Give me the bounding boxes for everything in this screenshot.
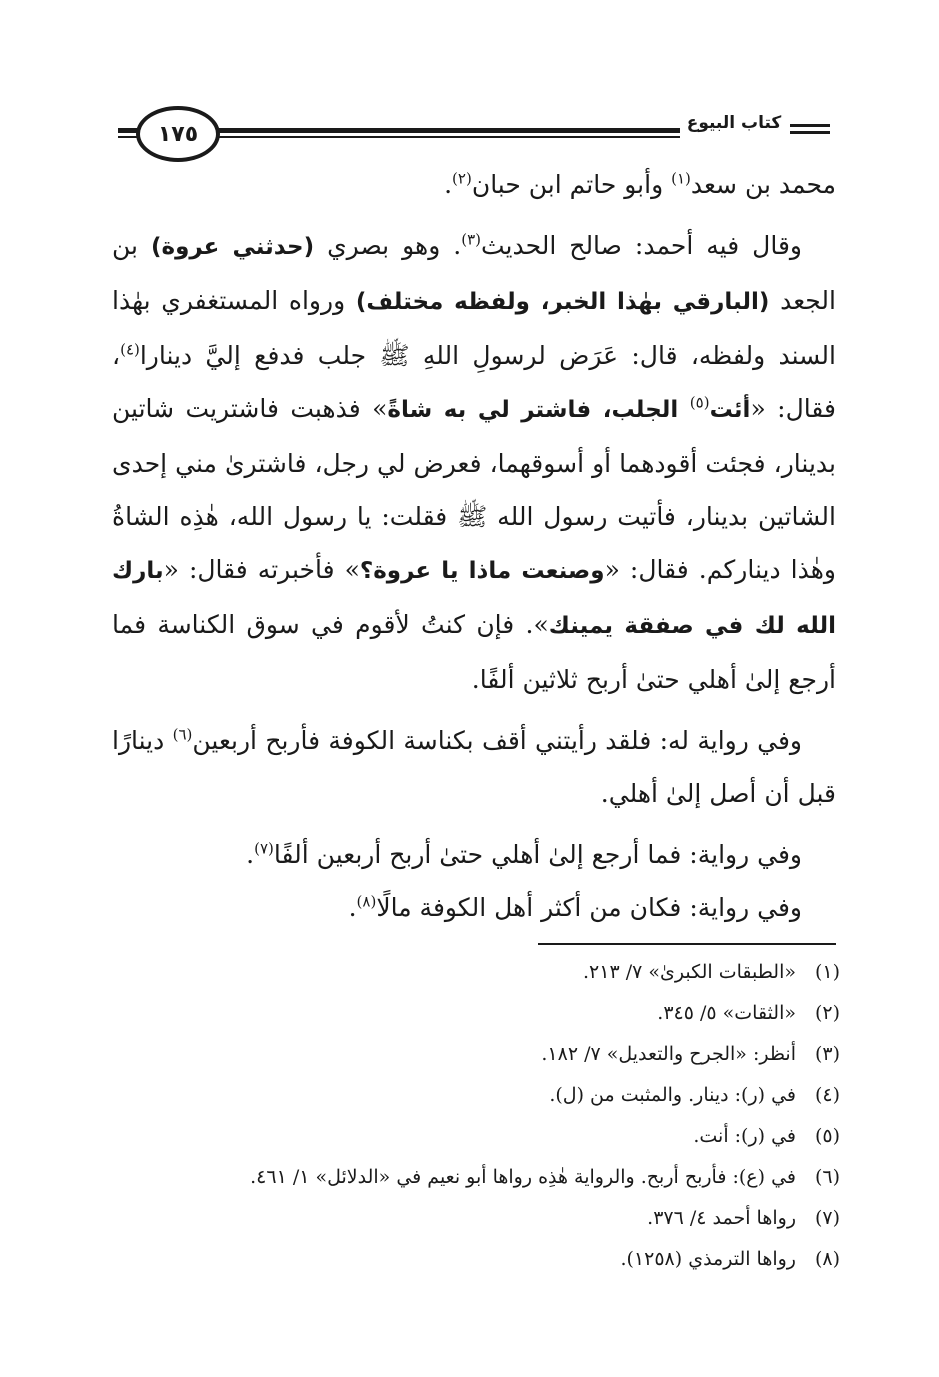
footnote-ref: (٧) (254, 839, 274, 858)
text-run: » فذهبت فاشتريت شاتين بدينار، فجئت أقودهما أو أسوقهما، فعرض لي رجل، فاشترىٰ مني إحدى الشاتين بدينار، فأتيت رسول الله ﷺ فقلت: يا رسول الله، هٰذِه الشاةُ وهٰذا ديناركم. فقال: « (112, 394, 836, 584)
footnote (150, 1157, 840, 1198)
footnote-text: في (ع): فأربح أربح. والرواية هٰذِه رواها أبو نعيم في «الدلائل» ١/ ٤٦١. (250, 1166, 796, 1188)
footnote-number: (٢) (814, 1002, 840, 1024)
bold-run: أئت (709, 397, 751, 423)
text-run: وأبو حاتم ابن حبان (471, 170, 672, 199)
footnote-ref: (٤) (120, 340, 140, 359)
bold-run: (حدثني عروة) (150, 234, 315, 260)
text-run: بن الجعد (112, 231, 836, 315)
footnote (150, 1198, 840, 1239)
footnote-separator (538, 943, 836, 945)
text-run: ، فقال: « (112, 341, 836, 423)
text-run: . (246, 840, 255, 869)
text-run: وفي رواية: فكان من أكثر أهل الكوفة مالًا (376, 893, 802, 922)
footnote (150, 1075, 840, 1116)
footnote-text: «الطبقات الكبرىٰ» ٧/ ٢١٣. (583, 961, 796, 983)
footnote-ref: (١) (671, 169, 691, 188)
text-run: . (444, 170, 453, 199)
text-run: محمد بن سعد (690, 170, 836, 199)
page-number-badge (136, 106, 220, 162)
footnote-number: (٥) (814, 1125, 840, 1147)
footnote-number: (٦) (814, 1166, 840, 1188)
text-run: ». فإن كنتُ لأقوم في سوق الكناسة فما أرجع إلىٰ أهلي حتىٰ أربح ثلاثين ألفًا. (112, 610, 836, 694)
text-run: دينارًا قبل أن أصل إلىٰ أهلي. (112, 726, 836, 808)
paragraph (112, 714, 836, 820)
footnote-number: (٣) (814, 1043, 840, 1065)
bold-run: بارك الله لك في صفقة يمينك (112, 558, 836, 639)
footnote-text: رواها الترمذي (١٢٥٨). (620, 1248, 796, 1270)
footnote-number: (١) (814, 961, 840, 983)
footnote-text: أنظر: «الجرح والتعديل» ٧/ ١٨٢. (541, 1043, 796, 1065)
footnote-text: رواها أحمد ٤/ ٣٧٦. (647, 1207, 796, 1229)
paragraph (112, 828, 836, 881)
paragraph (112, 219, 836, 706)
text-run: ورواه المستغفري بهٰذا السند ولفظه، قال: عَرَض لرسولِ اللهِ ﷺ جلب فدفع إليَّ دينارا (112, 286, 836, 370)
text-run: . (348, 893, 357, 922)
footnote-text: «الثقات» ٥/ ٣٤٥. (657, 1002, 796, 1024)
footnote (150, 1116, 840, 1157)
footnote-ref: (٦) (172, 725, 193, 744)
footnote (150, 952, 840, 993)
footnote-number: (٤) (814, 1084, 840, 1106)
text-run: وفي رواية: فما أرجع إلىٰ أهلي حتىٰ أربح أربعين ألفًا (273, 840, 802, 869)
footnote (150, 1239, 840, 1280)
footnote-ref: (٣) (461, 230, 481, 249)
bold-run: (البارقي بهٰذا الخبر، ولفظه مختلف) (355, 289, 770, 315)
footnote-text: في (ر): أنت. (693, 1125, 796, 1147)
paragraph (112, 158, 836, 211)
bold-run: الجلب، فاشتر لي به شاةً (387, 397, 690, 423)
footnote-ref: (٥) (689, 393, 710, 412)
footnote (150, 993, 840, 1034)
header-dash (790, 124, 830, 127)
footnote-ref: (٢) (452, 169, 472, 188)
footnote-number: (٨) (814, 1248, 840, 1270)
footnote-text: في (ر): دينار. والمثبت من (ل). (549, 1084, 796, 1106)
page-number: ١٧٥ (157, 121, 199, 147)
footnote-ref: (٨) (356, 892, 377, 911)
main-text (112, 158, 836, 934)
header-dash (790, 131, 830, 134)
paragraph (112, 881, 836, 934)
running-header-title: كتاب البيوع (686, 113, 782, 133)
bold-run: وصنعت ماذا يا عروة؟ (359, 558, 605, 584)
footnote (150, 1034, 840, 1075)
text-run: وفي رواية له: فلقد رأيتني أقف بكناسة الكوفة فأربح أربعين (192, 726, 803, 755)
text-run: . وهو بصري (314, 231, 462, 260)
footnotes (150, 952, 840, 1280)
text-run: وقال فيه أحمد: صالح الحديث (480, 231, 802, 260)
text-run: » فأخبرته فقال: « (163, 555, 360, 584)
footnote-number: (٧) (814, 1207, 840, 1229)
